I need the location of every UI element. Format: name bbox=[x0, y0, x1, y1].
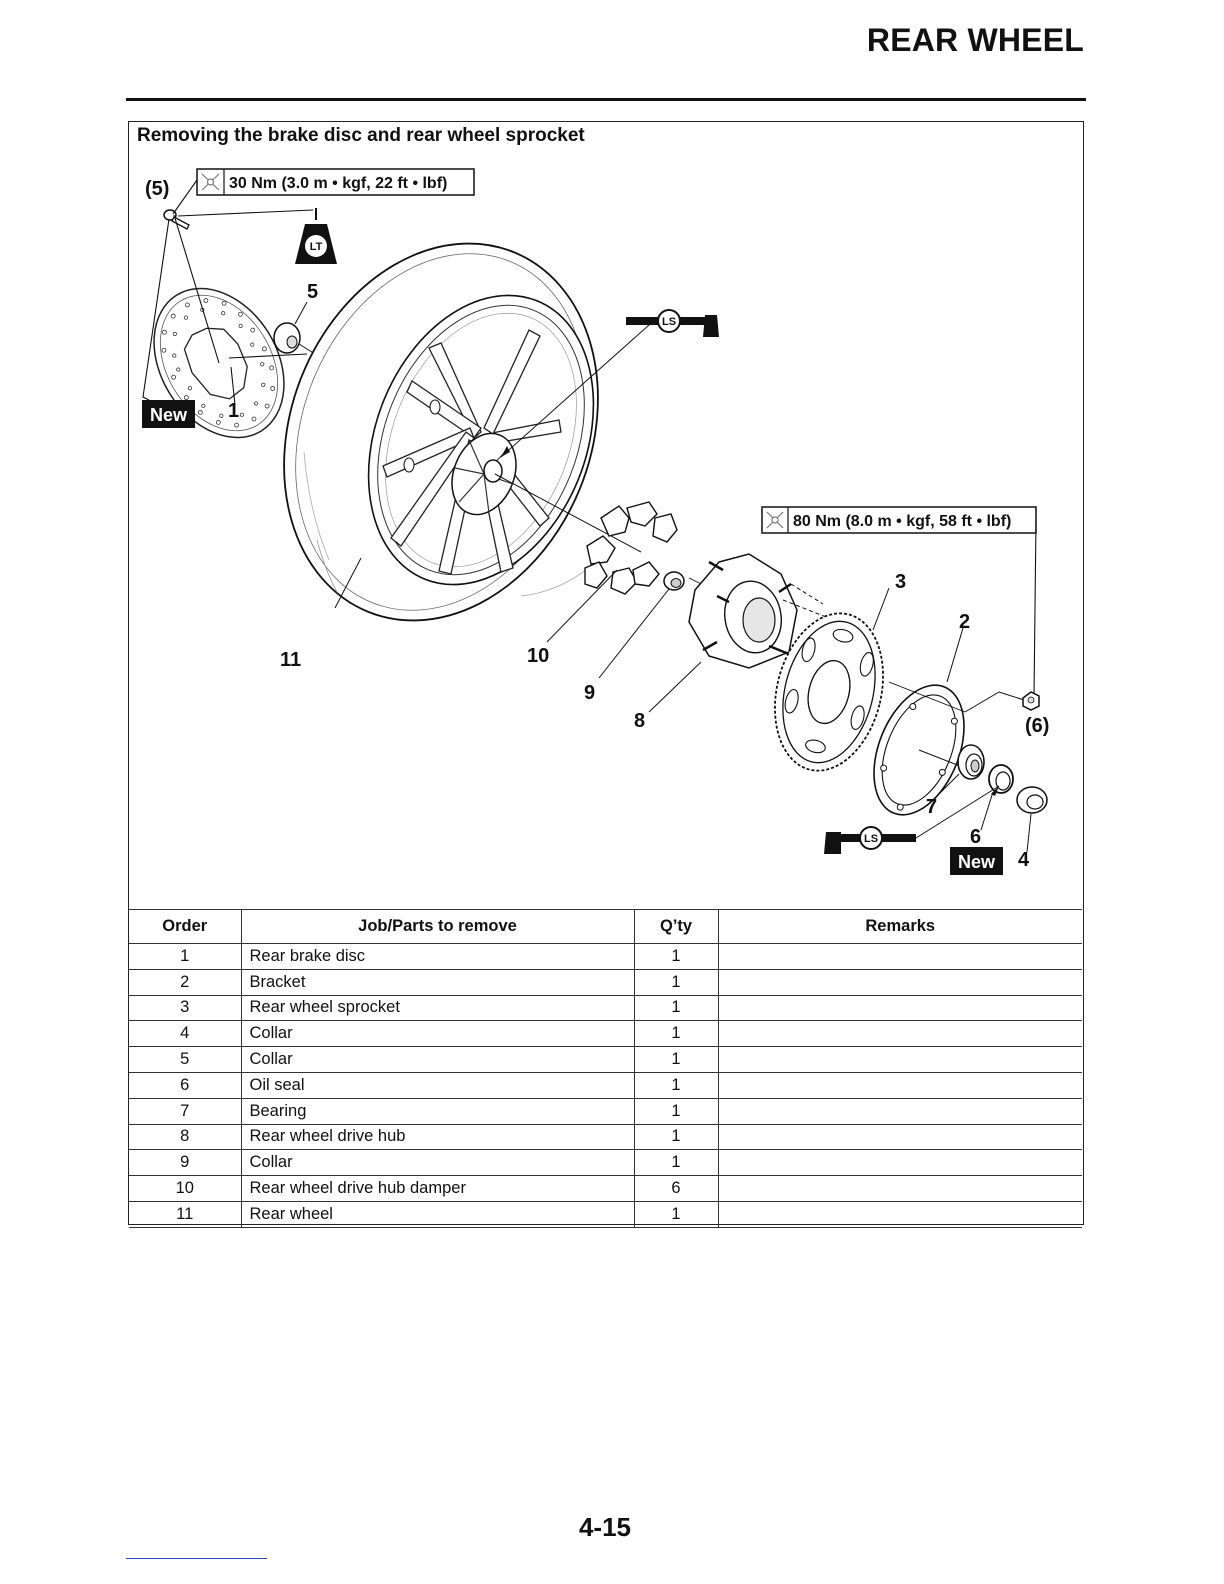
remarks-cell bbox=[718, 995, 1082, 1021]
qty-cell: 6 bbox=[634, 1176, 718, 1202]
order-cell: 9 bbox=[129, 1150, 241, 1176]
collar-4-part bbox=[1017, 787, 1047, 813]
table-row bbox=[129, 1072, 1082, 1098]
remarks-cell bbox=[718, 1098, 1082, 1124]
svg-text:New: New bbox=[149, 405, 188, 425]
header-qty: Q’ty bbox=[634, 910, 718, 944]
collar-9-part bbox=[664, 572, 684, 590]
qty-cell: 1 bbox=[634, 1072, 718, 1098]
remarks-cell bbox=[718, 1021, 1082, 1047]
remarks-cell bbox=[718, 1150, 1082, 1176]
order-cell: 10 bbox=[129, 1176, 241, 1202]
svg-text:LT: LT bbox=[309, 241, 323, 253]
oil-seal-part bbox=[989, 765, 1013, 793]
job-cell: Collar bbox=[241, 1021, 634, 1047]
job-cell: Bearing bbox=[241, 1098, 634, 1124]
nut-part bbox=[1023, 692, 1039, 710]
torque-spec-1 bbox=[197, 169, 474, 195]
table-row bbox=[129, 995, 1082, 1021]
bearing-part bbox=[958, 745, 984, 779]
callout-5: 5 bbox=[307, 281, 319, 303]
svg-text:New: New bbox=[957, 852, 996, 872]
remarks-cell bbox=[718, 1124, 1082, 1150]
callout-8: 8 bbox=[634, 710, 646, 732]
procedure-frame bbox=[128, 121, 1084, 1225]
header-job: Job/Parts to remove bbox=[241, 910, 634, 944]
order-cell: 6 bbox=[129, 1072, 241, 1098]
order-cell: 4 bbox=[129, 1021, 241, 1047]
remarks-cell bbox=[718, 1201, 1082, 1227]
title-rule bbox=[126, 98, 1086, 101]
table-row bbox=[129, 1124, 1082, 1150]
callout-11: 11 bbox=[280, 649, 302, 671]
table-row bbox=[129, 1150, 1082, 1176]
remarks-cell bbox=[718, 944, 1082, 970]
section-heading: Removing the brake disc and rear wheel sprocket bbox=[137, 125, 585, 146]
callout-7: 7 bbox=[926, 796, 938, 818]
qty-cell: 1 bbox=[634, 1150, 718, 1176]
qty-cell: 1 bbox=[634, 995, 718, 1021]
rear-wheel-part bbox=[229, 196, 653, 668]
job-cell: Rear wheel drive hub damper bbox=[241, 1176, 634, 1202]
remarks-cell bbox=[718, 1072, 1082, 1098]
job-cell: Collar bbox=[241, 1047, 634, 1073]
footer-link-line bbox=[126, 1558, 267, 1559]
remarks-cell bbox=[718, 1176, 1082, 1202]
table-row bbox=[129, 1201, 1082, 1227]
torque-spec-1-text: 30 Nm (3.0 m • kgf, 22 ft • lbf) bbox=[229, 175, 448, 192]
brake-disc-part bbox=[129, 264, 311, 461]
qty-cell: 1 bbox=[634, 1124, 718, 1150]
qty-cell: 1 bbox=[634, 1047, 718, 1073]
bracket-part bbox=[856, 672, 1024, 828]
callout-10: 10 bbox=[527, 645, 550, 667]
order-cell: 1 bbox=[129, 944, 241, 970]
order-cell: 11 bbox=[129, 1201, 241, 1227]
parts-table bbox=[129, 909, 1082, 1228]
hub-damper-part bbox=[585, 502, 677, 594]
parts-table-header bbox=[129, 910, 1082, 944]
callout-3: 3 bbox=[895, 571, 907, 593]
torque-spec-2-text: 80 Nm (8.0 m • kgf, 58 ft • lbf) bbox=[793, 513, 1012, 530]
order-cell: 5 bbox=[129, 1047, 241, 1073]
header-remarks: Remarks bbox=[718, 910, 1082, 944]
callout-6-paren: (6) bbox=[1025, 715, 1050, 737]
qty-cell: 1 bbox=[634, 1201, 718, 1227]
job-cell: Collar bbox=[241, 1150, 634, 1176]
header-order: Order bbox=[129, 910, 241, 944]
remarks-cell bbox=[718, 1047, 1082, 1073]
job-cell: Rear wheel bbox=[241, 1201, 634, 1227]
job-cell: Rear wheel sprocket bbox=[241, 995, 634, 1021]
lt-thread-locker-icon bbox=[295, 208, 337, 264]
table-row bbox=[129, 1047, 1082, 1073]
table-row bbox=[129, 1021, 1082, 1047]
exploded-diagram bbox=[129, 122, 1082, 909]
order-cell: 8 bbox=[129, 1124, 241, 1150]
callout-5-paren: (5) bbox=[145, 178, 170, 200]
table-row bbox=[129, 1098, 1082, 1124]
table-row bbox=[129, 969, 1082, 995]
table-row bbox=[129, 1176, 1082, 1202]
page-title: REAR WHEEL bbox=[866, 22, 1084, 58]
job-cell: Rear brake disc bbox=[241, 944, 634, 970]
remarks-cell bbox=[718, 969, 1082, 995]
job-cell: Bracket bbox=[241, 969, 634, 995]
qty-cell: 1 bbox=[634, 969, 718, 995]
qty-cell: 1 bbox=[634, 1098, 718, 1124]
svg-text:LS: LS bbox=[863, 833, 879, 845]
callout-1: 1 bbox=[228, 400, 240, 422]
callout-2: 2 bbox=[959, 611, 971, 633]
table-row bbox=[129, 944, 1082, 970]
callout-6: 6 bbox=[970, 826, 982, 848]
page-number: 4-15 bbox=[578, 1512, 632, 1542]
new-badge-oil-seal bbox=[950, 847, 1003, 875]
svg-text:LS: LS bbox=[661, 316, 677, 328]
collar-5-part bbox=[274, 302, 315, 354]
new-badge-disc bbox=[142, 400, 195, 428]
qty-cell: 1 bbox=[634, 944, 718, 970]
order-cell: 2 bbox=[129, 969, 241, 995]
callout-4: 4 bbox=[1018, 849, 1030, 871]
job-cell: Oil seal bbox=[241, 1072, 634, 1098]
qty-cell: 1 bbox=[634, 1021, 718, 1047]
order-cell: 7 bbox=[129, 1098, 241, 1124]
job-cell: Rear wheel drive hub bbox=[241, 1124, 634, 1150]
order-cell: 3 bbox=[129, 995, 241, 1021]
callout-9: 9 bbox=[584, 682, 596, 704]
